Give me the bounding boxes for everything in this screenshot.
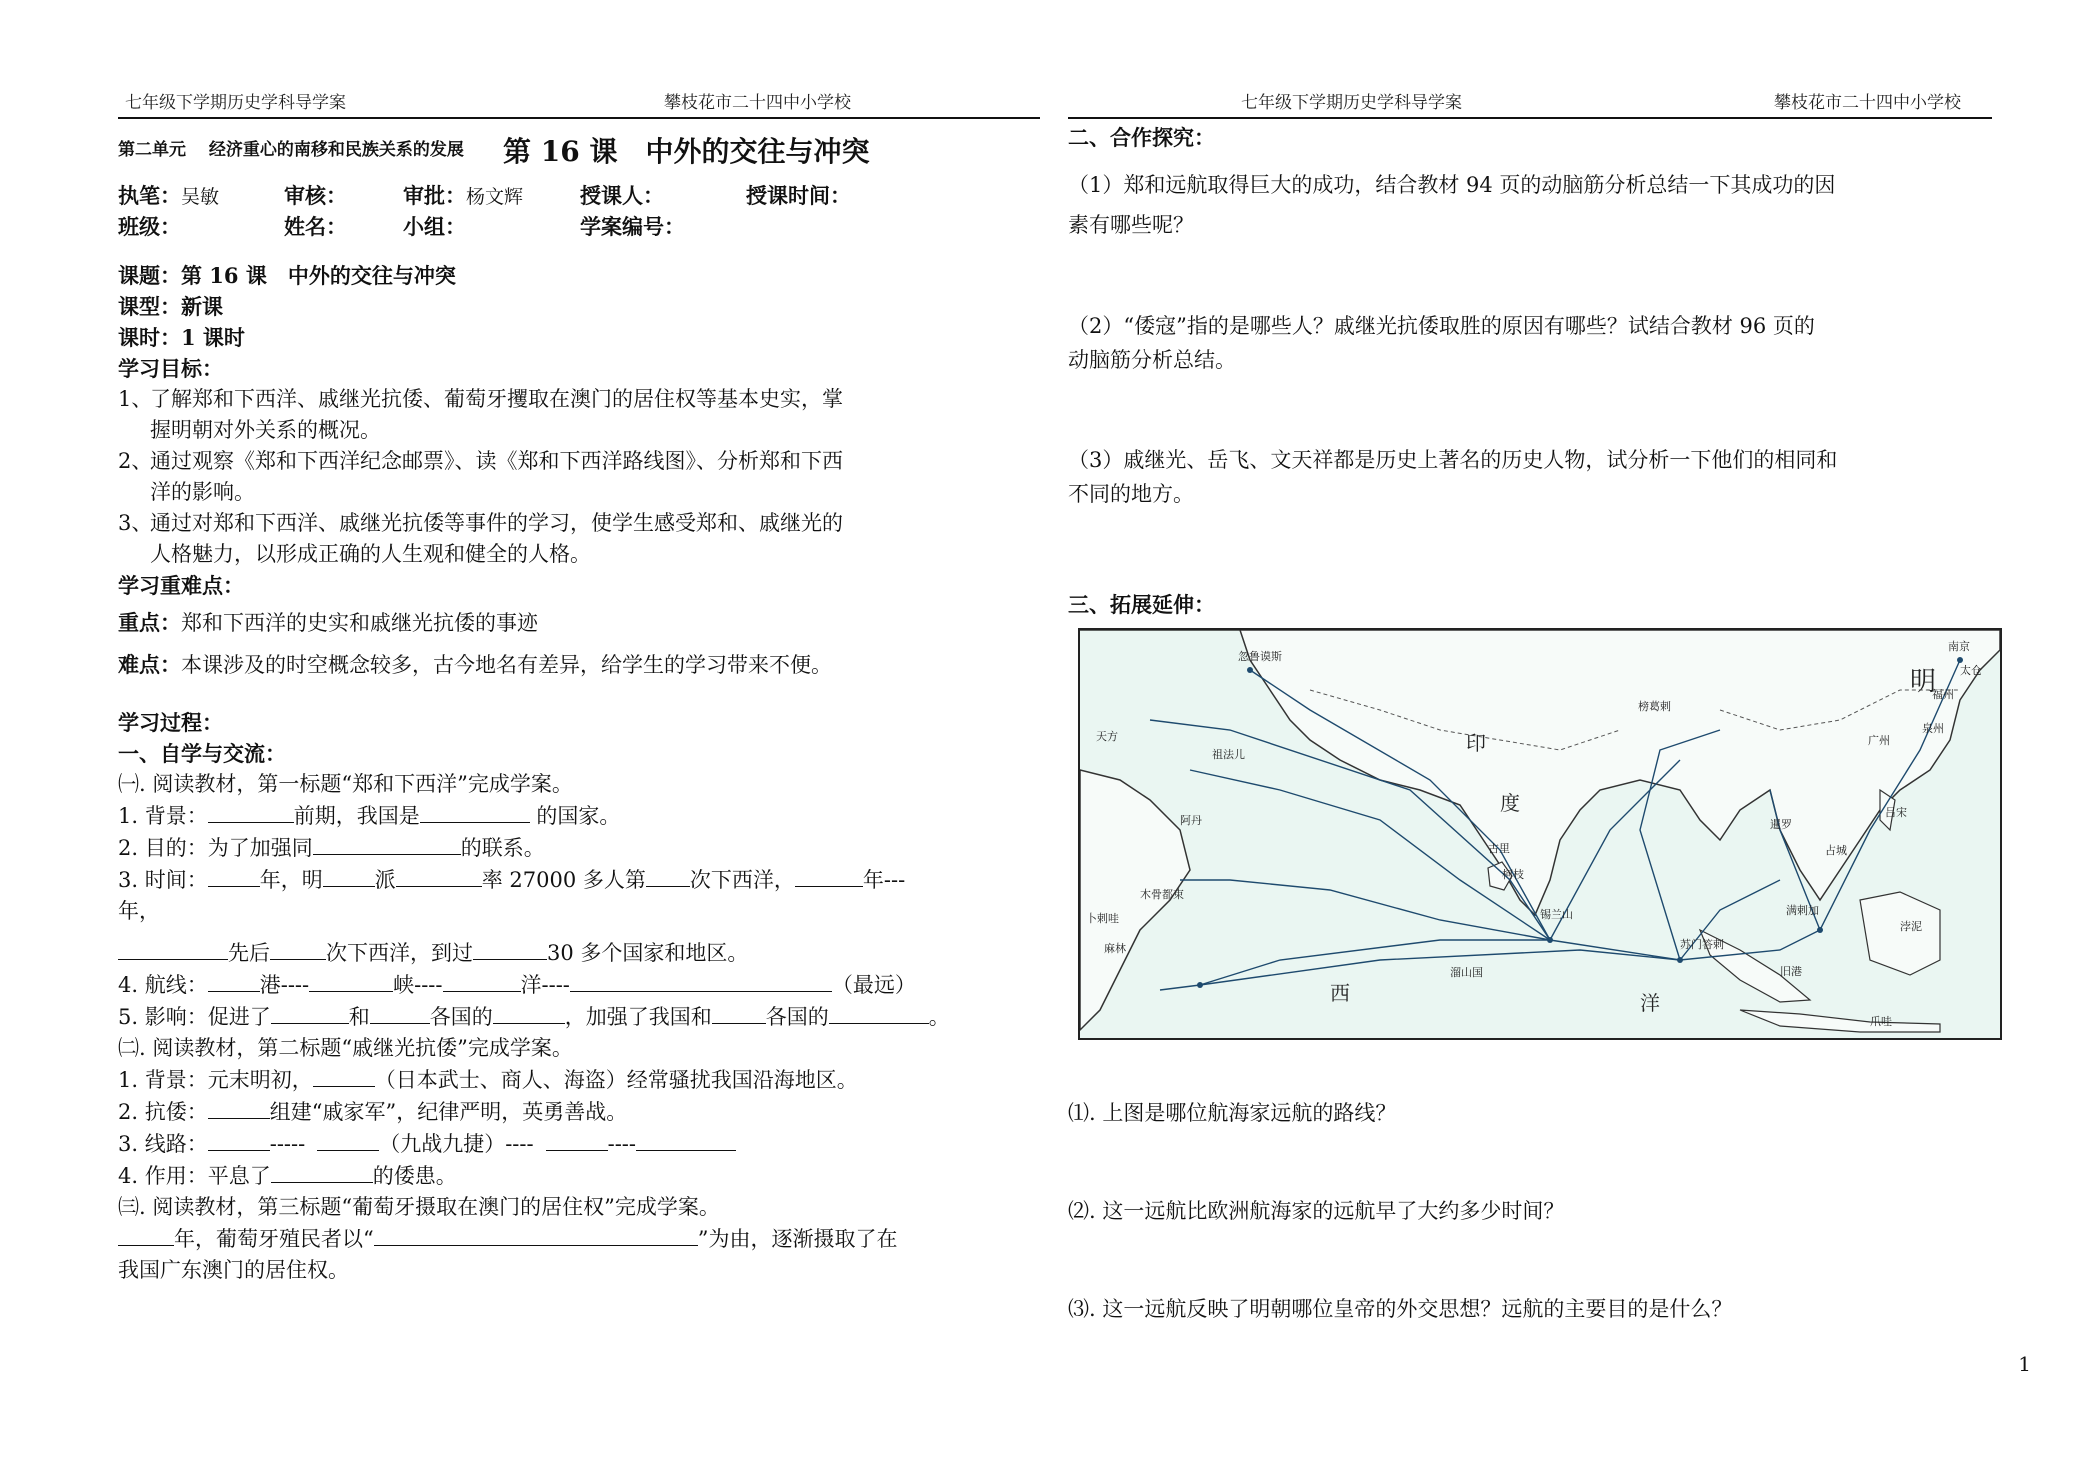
blank[interactable] [118,1223,174,1246]
label-fuzhou: 福州 [1932,688,1954,701]
blank[interactable] [829,1001,929,1024]
number-label: 学案编号： [580,214,685,239]
label-india-2: 度 [1500,791,1520,815]
name-label: 姓名： [284,214,347,239]
part-2-title: ㈡. 阅读教材，第二标题“戚继光抗倭”完成学案。 [118,1036,573,1060]
label-guli: 古里 [1488,842,1510,855]
time-label: 授课时间： [746,183,851,208]
label-hulumosi: 忽鲁谟斯 [1238,650,1282,663]
approver-name: 杨文辉 [466,186,524,208]
blank[interactable] [208,969,260,992]
part-3-title: ㈢. 阅读教材，第三标题“葡萄牙摄取在澳门的居住权”完成学案。 [118,1195,720,1219]
label-suqita: 苏门答剌 [1680,938,1724,951]
blank[interactable] [396,864,482,887]
label-xilanshan: 锡兰山 [1540,908,1573,921]
blank[interactable] [317,1128,379,1151]
label-boni: 浡泥 [1900,920,1922,933]
blank[interactable] [370,1001,430,1024]
goal-2: 2、 通过观察《郑和下西洋纪念邮票》、读《郑和下西洋路线图》、分析郑和下西洋的影响。 [118,449,843,504]
map-graphic [1080,630,2000,1038]
header-school: 攀枝花市二十四中小学校 [664,93,851,113]
blank[interactable] [443,969,521,992]
label-lusong: 吕宋 [1885,806,1907,819]
blank[interactable] [473,937,547,960]
p1-line-3: 3. 时间： 年，明 派 率 27000 多人第 次下西洋， 年--- [118,864,1038,896]
goal-1: 1、 了解郑和下西洋、戚继光抗倭、葡萄牙攫取在澳门的居住权等基本史实，掌握明朝对外关系的概况。 [118,387,843,442]
header-course-right: 七年级下学期历史学科导学案 [1241,93,1462,113]
label-jiuxiang: 旧港 [1780,965,1802,978]
label-mujiadushu: 木骨都束 [1140,888,1184,901]
blank[interactable] [374,1223,698,1246]
map-question-3: ⑶. 这一远航反映了明朝哪位皇帝的外交思想？远航的主要目的是什么？ [1068,1297,1733,1321]
blank[interactable] [646,864,690,887]
section-3-title: 三、拓展延伸： [1068,592,1215,617]
blank[interactable] [546,1128,608,1151]
blank[interactable] [118,937,228,960]
label-tianfang: 天方 [1096,730,1118,743]
label-manlajia: 满剌加 [1786,904,1819,917]
p1-line-5: 4. 航线： 港---- 峡---- 洋---- （最远） [118,969,1038,1001]
blank[interactable] [712,1001,766,1024]
p1-line-6: 5. 影响：促进了 和 各国的 ，加强了我国和 各国的 。 [118,1001,1038,1033]
label-zhuawa: 爪哇 [1870,1015,1892,1028]
blank[interactable] [208,1096,270,1119]
question-2-cont: 动脑筋分析总结。 [1068,348,1236,372]
teacher-label: 授课人： [580,183,664,208]
unit-title: 第二单元 经济重心的南移和民族关系的发展 [118,140,464,160]
label-ming: 明 [1910,667,1937,697]
p1-line-2: 2. 目的：为了加强同 的联系。 [118,832,1038,864]
label-adan: 阿丹 [1180,814,1202,827]
p3-line-2: 我国广东澳门的居住权。 [118,1258,349,1282]
blank[interactable] [309,969,393,992]
p2-line-4: 4. 作用：平息了 的倭患。 [118,1160,1038,1192]
group-label: 小组： [403,214,466,239]
section-1-title: 一、自学与交流： [118,741,286,766]
p2-line-1: 1. 背景：元末明初， （日本武士、商人、海盗）经常骚扰我国沿海地区。 [118,1064,1038,1096]
p1-line-3b: 年， [118,899,160,923]
zheng-he-voyage-map [1078,628,2002,1040]
lesson-hours: 课时：1 课时 [118,325,245,350]
author-label: 执笔： [118,183,181,208]
right-column [1068,122,1988,620]
p2-line-3: 3. 线路： ----- （九战九捷）---- ---- [118,1128,1038,1160]
label-bangela: 榜葛剌 [1638,700,1671,713]
label-malin: 麻林 [1104,942,1126,955]
lesson-type: 课型：新课 [118,294,223,319]
goals-title: 学习目标： [118,356,223,381]
meta-row-1 [118,180,1038,211]
class-label: 班级： [118,214,181,239]
blank[interactable] [270,937,326,960]
label-taicang: 太仓 [1960,664,1982,677]
question-2: （2）“倭寇”指的是哪些人？戚继光抗倭取胜的原因有哪些？试结合教材 96 页的 [1068,314,1815,338]
blank[interactable] [636,1128,736,1151]
label-busila: 卜剌哇 [1086,912,1119,925]
header-course: 七年级下学期历史学科导学案 [125,93,346,113]
page-number: 1 [2018,1352,2031,1376]
label-nanjing: 南京 [1948,640,1970,653]
label-ocean: 洋 [1640,991,1660,1015]
topic: 课题：第 16 课 中外的交往与冲突 [118,263,456,288]
review-label: 审核： [284,183,347,208]
label-west: 西 [1330,981,1350,1005]
blank[interactable] [493,1001,565,1024]
blank[interactable] [208,800,294,823]
label-india-1: 印 [1466,731,1486,755]
p1-line-1: 1. 背景： 前期，我国是 的国家。 [118,800,1038,832]
blank[interactable] [271,1160,373,1183]
label-kezhi: 柯枝 [1502,868,1524,881]
approve-label: 审批： [403,183,466,208]
label-xianluo: 暹罗 [1770,818,1792,831]
process-title: 学习过程： [118,710,223,735]
author-name: 吴敏 [181,186,220,208]
blank[interactable] [313,832,461,855]
p3-line-1: 年，葡萄牙殖民者以“ ”为由，逐渐摄取了在 [118,1223,1038,1255]
label-guangzhou: 广州 [1868,734,1890,747]
header-rule-left [118,117,1040,119]
difficult-point: 难点：本课涉及的时空概念较多，古今地名有差异，给学生的学习带来不便。 [118,652,832,677]
blank[interactable] [323,864,375,887]
label-zhancheng: 占城 [1825,844,1847,857]
blank[interactable] [271,1001,349,1024]
question-3-cont: 不同的地方。 [1068,482,1194,506]
lesson-title: 第 16 课 中外的交往与冲突 [503,135,870,168]
goal-3: 3、 通过对郑和下西洋、戚继光抗倭等事件的学习，使学生感受郑和、戚继光的人格魅力，以形成正确的人生观和健全的人格。 [118,511,843,566]
left-column [118,130,1038,1286]
question-1: （1）郑和远航取得巨大的成功，结合教材 94 页的动脑筋分析总结一下其成功的因 [1068,173,1836,197]
label-zufaer: 祖法儿 [1212,748,1245,761]
blank[interactable] [313,1064,375,1087]
section-2-title: 二、合作探究： [1068,125,1215,150]
key-title: 学习重难点： [118,573,244,598]
question-3: （3）戚继光、岳飞、文天祥都是历史上著名的历史人物，试分析一下他们的相同和 [1068,448,1838,472]
blank[interactable] [208,864,260,887]
blank[interactable] [795,864,863,887]
p1-line-4: 先后 次下西洋，到过 30 多个国家和地区。 [118,937,1038,969]
header-rule-right [1068,117,1992,119]
blank[interactable] [208,1128,270,1151]
blank[interactable] [570,969,832,992]
label-liushan: 溜山国 [1450,966,1483,979]
meta-row-2 [118,211,1038,242]
label-quanzhou: 泉州 [1922,722,1944,735]
header-school-right: 攀枝花市二十四中小学校 [1774,93,1961,113]
key-point: 重点：郑和下西洋的史实和戚继光抗倭的事迹 [118,610,538,635]
map-question-2: ⑵. 这一远航比欧洲航海家的远航早了大约多少时间？ [1068,1199,1565,1223]
question-1-cont: 素有哪些呢？ [1068,213,1194,237]
p2-line-2: 2. 抗倭： 组建“戚家军”，纪律严明，英勇善战。 [118,1096,1038,1128]
blank[interactable] [420,800,530,823]
title-row [118,130,1038,174]
part-1-title: ㈠. 阅读教材，第一标题“郑和下西洋”完成学案。 [118,772,573,796]
map-question-1: ⑴. 上图是哪位航海家远航的路线？ [1068,1101,1397,1125]
